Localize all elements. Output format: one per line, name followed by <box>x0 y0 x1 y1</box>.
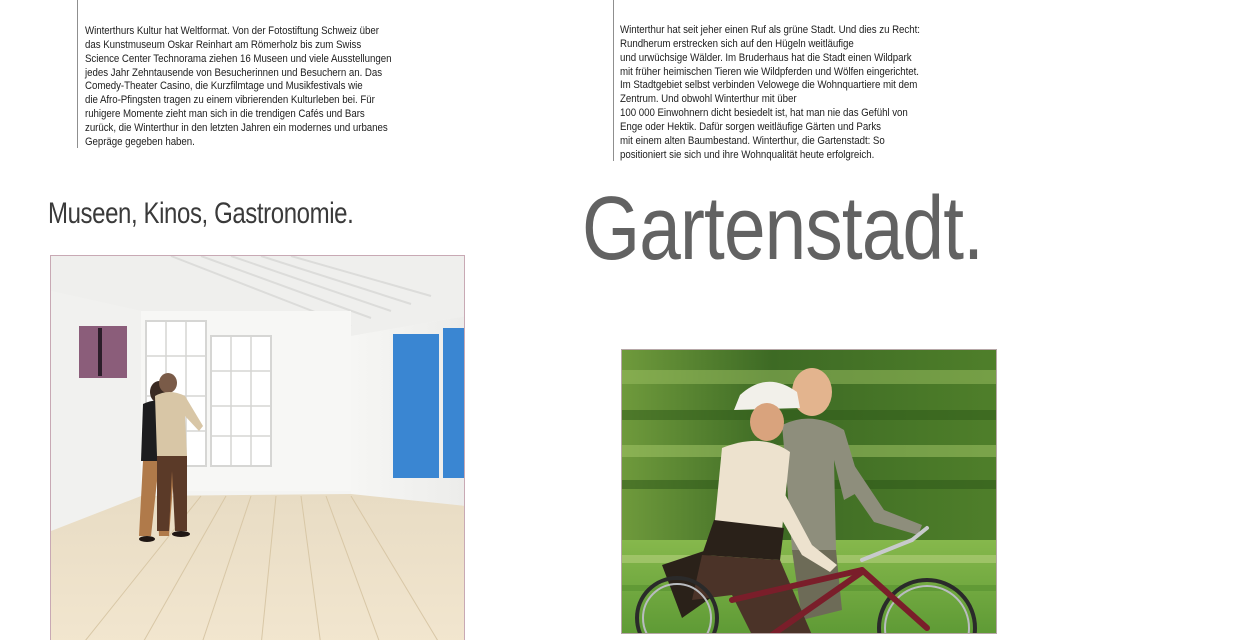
text-line: 100 000 Einwohnern dicht besiedelt ist, hat man nie das Gefühl von <box>620 107 908 120</box>
text-line: Zentrum. Und obwohl Winterthur mit über <box>620 93 797 106</box>
text-line: Enge oder Hektik. Dafür sorgen weitläufige Gärten und Parks <box>620 120 881 133</box>
text-line: Im Stadtgebiet selbst verbinden Velowege die Wohnquartiere mit dem <box>620 79 918 92</box>
green-city-paragraph <box>620 24 920 162</box>
text-line: positioniert sie sich und ihre Wohnqualität heute erfolgreich. <box>620 148 875 161</box>
museum-gallery-photo <box>50 255 465 640</box>
text-line: Science Center Technorama ziehen 16 Museen und viele Ausstellungen <box>85 52 392 65</box>
text-line: ruhigere Momente zieht man sich in die trendigen Cafés und Bars <box>85 108 365 121</box>
text-line: jedes Jahr Zehntausende von Besucherinnen und Besuchern an. Das <box>85 66 383 79</box>
text-line: Comedy-Theater Casino, die Kurzfilmtage und Musikfestivals wie <box>85 80 363 93</box>
text-line: Winterthurs Kultur hat Weltformat. Von der Fotostiftung Schweiz über <box>85 25 379 37</box>
text-line: Gepräge gegeben haben. <box>85 135 195 148</box>
text-line: zurück, die Winterthur in den letzten Jahren ein modernes und urbanes <box>85 121 388 134</box>
gartenstadt-heading: Gartenstadt. <box>582 179 984 279</box>
text-line: die Afro-Pfingsten tragen zu einem vibrierenden Kulturleben bei. Für <box>85 94 375 107</box>
left-column-rule <box>77 0 78 148</box>
text-line: das Kunstmuseum Oskar Reinhart am Römerholz bis zum Swiss <box>85 38 362 51</box>
cycling-couple-photo <box>621 349 997 634</box>
text-line: mit einem alten Baumbestand. Winterthur, die Gartenstadt: So <box>620 134 885 147</box>
culture-paragraph <box>85 25 391 150</box>
right-column-rule <box>613 0 614 161</box>
text-line: mit früher heimischen Tieren wie Wildpferden und Wölfen eingerichtet. <box>620 65 919 78</box>
text-line: und urwüchsige Wälder. Im Bruderhaus hat die Stadt einen Wildpark <box>620 51 912 64</box>
text-line: Winterthur hat seit jeher einen Ruf als grüne Stadt. Und dies zu Recht: <box>620 24 920 36</box>
culture-heading: Museen, Kinos, Gastronomie. <box>48 197 354 230</box>
text-line: Rundherum erstrecken sich auf den Hügeln weitläufige <box>620 37 854 50</box>
